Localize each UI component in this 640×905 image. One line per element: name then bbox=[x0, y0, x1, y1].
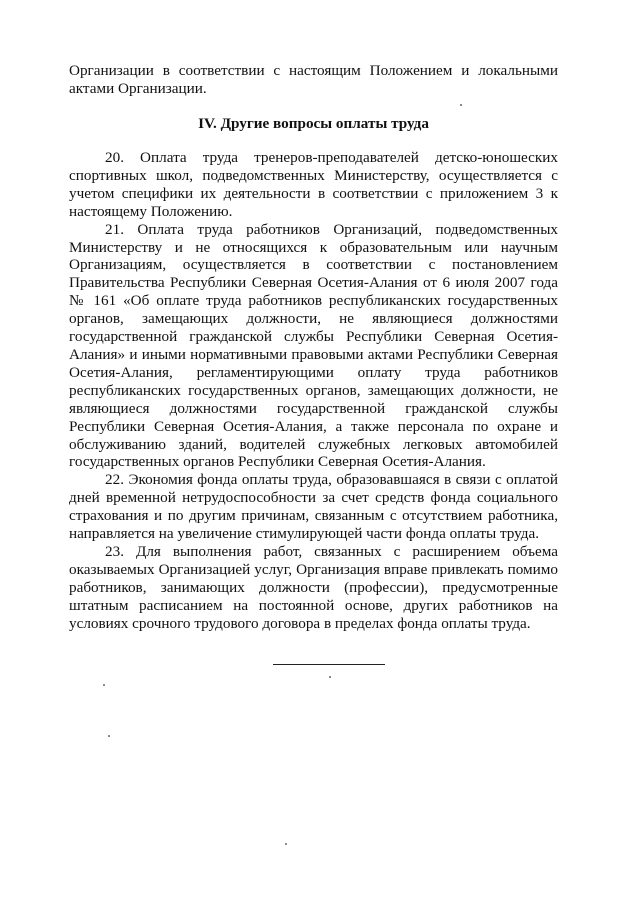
paragraph-22: 22. Экономия фонда оплаты труда, образовавшаяся в связи с оплатой дней временной нетрудоспособности за счет средств фонда социального страхования и по другим причинам, связанным с отсутствием работника, направляется на увеличение стимулирующей части фонда оплаты труда. bbox=[69, 471, 558, 543]
scan-speck bbox=[460, 104, 462, 106]
section-heading: IV. Другие вопросы оплаты труда bbox=[198, 115, 429, 132]
section-body bbox=[69, 149, 558, 632]
continuation-text: Организации в соответствии с настоящим Положением и локальными актами Организации. bbox=[69, 62, 558, 97]
paragraph-20: 20. Оплата труда тренеров-преподавателей детско-юношеских спортивных школ, подведомственных Министерству, осуществляется с учетом специфики их деятельности в соответствии с приложением 3 к настоящему Положению. bbox=[69, 149, 558, 220]
scan-speck bbox=[103, 684, 105, 686]
scan-speck bbox=[108, 735, 110, 737]
paragraph-21: 21. Оплата труда работников Организаций, подведомственных Министерству и не относящихся к образовательным или научным Организациям, осуществляется в соответствии с постановлением Правительства Республики Северная Осетия-Алания от 6 июля 2007 года № 161 «Об оплате труда работников республиканских государственных органов, замещающих должности, не являющиеся должностями государственной гражданской службы Республики Северная Осетия-Алания» и иными нормативными правовыми актами Республики Северная Осетия-Алания, регламентирующими оплату труда работников республиканских государственных органов, замещающих должности, не являющиеся должностями государственной гражданской службы Республики Северная Осетия-Алания, а также персонала по охране и обслуживанию зданий, водителей служебных легковых автомобилей государственных органов Республики Северная Осетия-Алания. bbox=[69, 220, 558, 471]
scan-speck bbox=[285, 843, 287, 845]
paragraph-23: 23. Для выполнения работ, связанных с расширением объема оказываемых Организацией услуг, Организация вправе привлекать помимо работников, занимающих должности (профессии), предусмотренные штатным расписанием на постоянной основе, других работников на условиях срочного трудового договора в пределах фонда оплаты труда. bbox=[69, 542, 558, 632]
scan-speck bbox=[329, 676, 331, 678]
end-rule bbox=[273, 664, 385, 665]
